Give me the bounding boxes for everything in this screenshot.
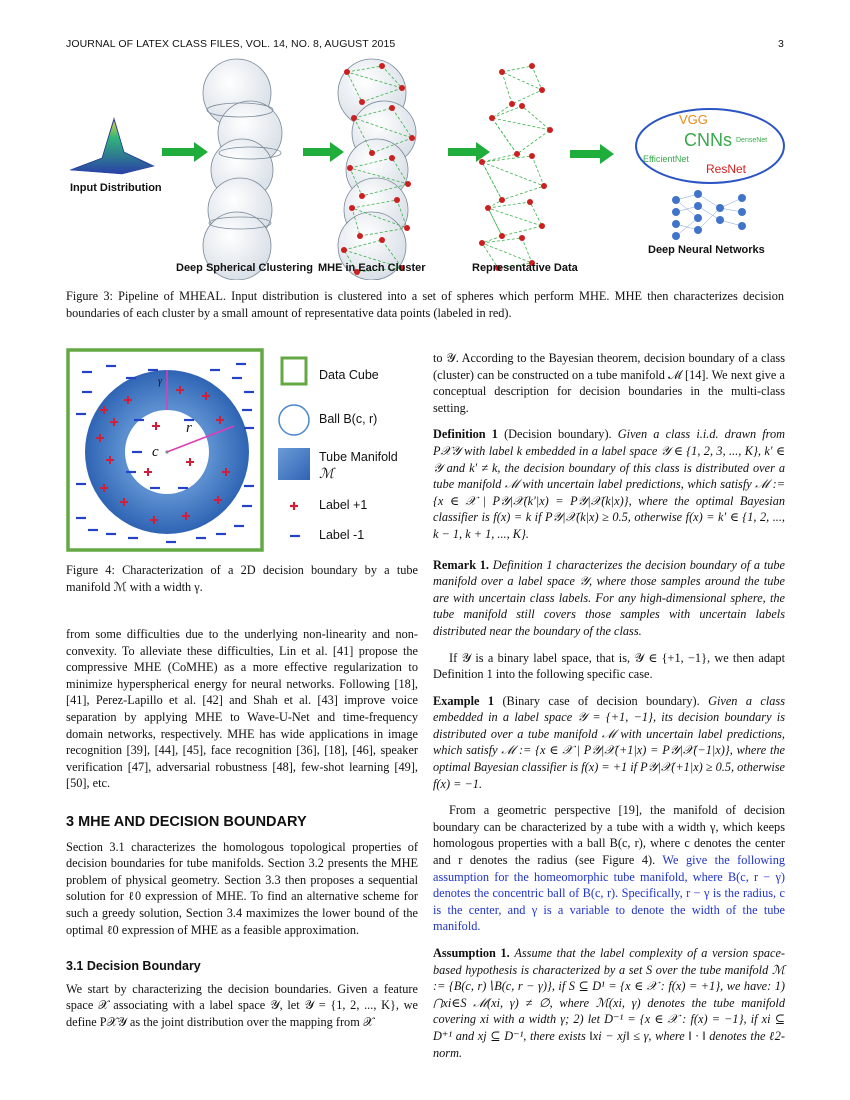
legend-label-plus: Label +1 [319, 498, 368, 512]
legend-label-minus: Label -1 [319, 528, 365, 542]
definition-1 [433, 426, 785, 542]
right-para-3 [433, 802, 785, 935]
example-1-label: Example 1 [433, 693, 495, 708]
right-para-3-text: From a geometric perspective [19], the manifold of decision boundary can be characterized by a tube with a width γ, which keeps homologous properties with a ball B(c, r), where c denotes the center and r denotes the radius (see Figure 4). [433, 803, 785, 868]
label-resnet: ResNet [706, 162, 747, 176]
label-densenet: DenseNet [736, 137, 768, 144]
right-para-3-highlight: We give the following assumption for the homeomorphic tube manifold, where B(c, r − γ) denotes the concentric ball of B(c, r). Specifically, r − γ is the radius, c is the center, and γ is a variable to denote the width of the tube manifold. [433, 853, 785, 934]
running-header: JOURNAL OF LATEX CLASS FILES, VOL. 14, NO. 8, AUGUST 2015 [66, 38, 396, 50]
legend-data-cube: Data Cube [319, 368, 379, 382]
assumption-1-label: Assumption 1. [433, 946, 510, 960]
page-number: 3 [778, 38, 784, 50]
radius-symbol: r [186, 420, 192, 436]
section-3-heading: 3 MHE AND DECISION BOUNDARY [66, 813, 307, 830]
label-cnns: CNNs [684, 130, 732, 150]
definition-1-body: Given a class i.i.d. drawn from P𝒳𝒴 with label k embedded in a label space 𝒴 ∈ {1, 2, 3, ..., K}, k′ ∈ 𝒴 and k′ ≠ k, the decision boundary of this class is distributed over a tube manifold ℳ with uncertain label predictions, which satisfy ℳ := {x ∈ 𝒳 | P𝒴|𝒳(k′|x) = P𝒴|𝒳(k|x)}, where the optimal Bayesian classifier is f(x) = k if P𝒴|𝒳(k|x) ≥ 0.5, otherwise f(x) = k′ ∈ {1, 2, ..., k − 1, k + 1, ..., K}. [433, 427, 786, 541]
remark-1-label: Remark 1. [433, 557, 489, 572]
label-input-distribution: Input Distribution [70, 182, 162, 194]
right-para-1: to 𝒴. According to the Bayesian theorem, decision boundary of a class (cluster) can be constructed on a tube manifold ℳ [14]. We next give a conceptual description for decision boundaries in the multi-class setting. [433, 351, 785, 415]
input-distribution-icon [70, 118, 154, 174]
example-1-title: (Binary case of decision boundary). [502, 693, 700, 708]
figure-3-pipeline [62, 58, 788, 280]
figure-4-caption: Figure 4: Characterization of a 2D decision boundary by a tube manifold ℳ with a width γ. [66, 563, 418, 594]
assumption-1 [433, 945, 785, 1061]
legend-ball: Ball B(c, r) [319, 412, 378, 426]
remark-1-body: Definition 1 characterizes the decision boundary of a tube manifold over a label space 𝒴, where those samples around the tube are with uncertain class labels. For any high-dimensional sphere, the tube manifold still covers those samples with uncertain labels distributed near the boundary of the class. [433, 557, 785, 638]
left-column [66, 626, 418, 1030]
definition-1-label: Definition 1 [433, 427, 498, 442]
label-efficientnet: EfficientNet [643, 154, 689, 164]
legend-tube-manifold: Tube Manifold [319, 450, 398, 464]
left-para-1: from some difficulties due to the underlying non-linearity and non-convexity. To alleviate these difficulties, Lin et al. [41] propose the compressive MHE (CoMHE) as a more effective regularization to minimize hyperspherical energy for neural networks. Following [18], [41], Perez-Lapillo et al. [42] and Shah et al. [43] improve voice separation by applying MHE to Wave-U-Net and time-frequency domain networks, respectively. MHE has wide applications in image recognition [39], [44], [45], face recognition [36], [18], [46], speaker verification [47], adversarial robustness [48], few-shot learning [49], [50], etc. [66, 627, 418, 791]
label-deep-spherical-clustering: Deep Spherical Clustering [176, 262, 313, 274]
assumption-1-body: Assume that the label complexity of a version space-based hypothesis is characterized by a set S over the tube manifold ℳ := {B(c, r)∖B(c, r − γ)}, if S ⊆ D¹ = {x ∈ 𝒳 : f(x) = +1}, we have: 1) ⋂xi∈S ℳ(xi, γ) ≠ ∅, where ℳ(xi, γ) denotes the tube manifold covering xi with a width γ; 2) let D⁻¹ = {x ∈ 𝒳 : f(x) = −1}, if xi ⊆ D⁺¹ and xj ⊆ D⁻¹, there exists ‖xi − xj‖ ≤ γ, where ‖ · ‖ denotes the ℓ2-norm. [433, 946, 786, 1060]
right-column [433, 350, 785, 1061]
subsection-3-1-heading: 3.1 Decision Boundary [66, 959, 201, 974]
definition-1-title: (Decision boundary). [504, 427, 612, 442]
label-vgg: VGG [679, 112, 708, 127]
gamma-symbol: γ [158, 376, 162, 387]
right-para-2: If 𝒴 is a binary label space, that is, 𝒴 ∈ {+1, −1}, we then adapt Definition 1 into the following specific case. [433, 650, 785, 682]
center-symbol: c [152, 444, 159, 460]
label-mhe-each-cluster: MHE in Each Cluster [318, 262, 426, 274]
figure-3-caption: Figure 3: Pipeline of MHEAL. Input distribution is clustered into a set of spheres which perform MHE. MHE then characterizes decision boundaries of each cluster by a small amount of representative data points (labeled in red). [66, 289, 784, 320]
figure-4-tube-manifold [66, 348, 422, 553]
left-para-3: We start by characterizing the decision boundaries. Given a feature space 𝒳 associating with a label space 𝒴, let 𝒴 = {1, 2, ..., K}, we define P𝒳𝒴 as the joint distribution over the mapping from 𝒳 [66, 981, 418, 1029]
clustering-spheres [203, 59, 282, 280]
representative-edges [482, 66, 550, 268]
label-representative-data: Representative Data [472, 262, 578, 274]
example-1-body: Given a class embedded in a label space 𝒴 = {+1, −1}, its decision boundary is distributed over a tube manifold ℳ with uncertain label predictions, which satisfy ℳ := {x ∈ 𝒳 | P𝒴|𝒳(+1|x) = P𝒴|𝒳(−1|x)}, where the optimal Bayesian classifier is f(x) = +1 if P𝒴|𝒳(+1|x) ≥ 0.5, otherwise f(x) = −1. [433, 693, 785, 791]
neural-network-icon [672, 190, 746, 240]
example-1 [433, 693, 785, 793]
legend-tube-symbol: ℳ [319, 467, 334, 482]
left-para-2: Section 3.1 characterizes the homologous topological properties of decision boundaries for tube manifolds. Section 3.2 presents the MHE problem of physical geometry. Section 3.3 then proposes a sequential solution for ℓ0 expression of MHE. To find an alternative scheme for such a greedy solution, Section 3.4 maximizes the lower bound of the optimal ℓ0 expression of MHE as a feasible approximation. [66, 839, 418, 937]
label-deep-neural-networks: Deep Neural Networks [648, 244, 765, 256]
remark-1 [433, 557, 785, 640]
